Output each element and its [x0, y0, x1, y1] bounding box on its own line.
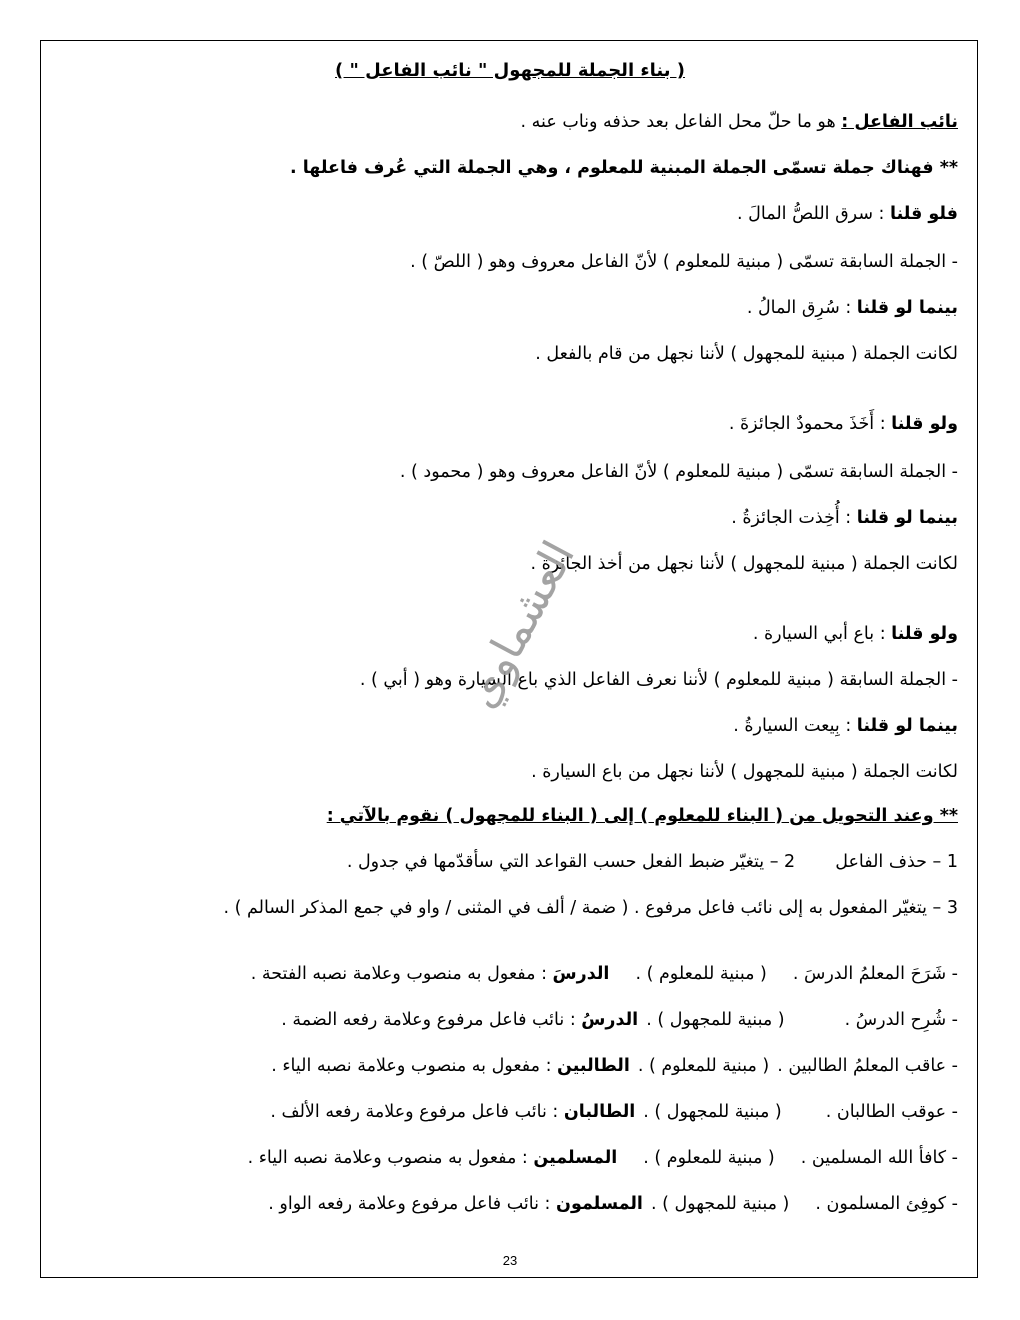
example-row-1	[60, 962, 958, 986]
example-word: الدرسُ	[581, 1010, 639, 1030]
ex2-line4: لكانت الجملة ( مبنية للمجهول ) لأننا نجهل من أخذ الجائزة .	[530, 554, 958, 574]
page-number: 23	[502, 1253, 518, 1268]
example-type: ( مبنية للمعلوم ) .	[637, 1056, 770, 1076]
intro-line: ** فهناك جملة تسمّى الجملة المبنية للمعلوم ، وهي الجملة التي عُرف فاعلها .	[290, 158, 958, 178]
ex3-text: : باع أبي السيارة .	[752, 624, 892, 644]
ex1-line3	[60, 296, 958, 320]
ex1-line2: - الجملة السابقة تسمّى ( مبنية للمعلوم ) لأنّ الفاعل معروف وهو ( اللصّ ) .	[410, 252, 958, 272]
definition-term: نائب الفاعل :	[841, 112, 958, 132]
example-desc: : مفعول به منصوب وعلامة نصبه الياء .	[271, 1056, 558, 1076]
example-type: ( مبنية للمعلوم ) .	[635, 964, 767, 984]
ex2-text2: : أُخِذت الجائزةُ .	[731, 508, 857, 528]
example-sentence: - عاقب المعلمُ الطالبين .	[777, 1056, 958, 1076]
example-sentence: - شَرَحَ المعلمُ الدرسَ .	[792, 964, 958, 984]
example-row-2	[60, 1008, 958, 1032]
ex3-line4: لكانت الجملة ( مبنية للمجهول ) لأننا نجهل من باع السيارة .	[531, 762, 958, 782]
example-row-4	[60, 1100, 958, 1124]
ex3-text2: : بِيعت السيارةُ .	[733, 716, 857, 736]
example-sentence: - كوفِئ المسلمون .	[815, 1194, 958, 1214]
ex3-label2: بينما لو قلنا	[856, 716, 958, 736]
example-sentence: - شُرِح الدرسُ .	[844, 1010, 958, 1030]
ex3-line2: - الجملة السابقة ( مبنية للمعلوم ) لأننا نعرف الفاعل الذي باع السيارة وهو ( أبي ) .	[359, 670, 958, 690]
ex2-text: : أَخَذَ محمودٌ الجائزةَ .	[728, 414, 892, 434]
example-desc: : نائب فاعل مرفوع وعلامة رفعه الضمة .	[281, 1010, 582, 1030]
ex1-line4: لكانت الجملة ( مبنية للمجهول ) لأننا نجهل من قام بالفعل .	[535, 344, 958, 364]
example-desc: : مفعول به منصوب وعلامة نصبه الياء .	[247, 1148, 534, 1168]
example-desc: : نائب فاعل مرفوع وعلامة رفعه الألف .	[270, 1102, 564, 1122]
ex1-text: : سرق اللصُّ المالَ .	[737, 204, 891, 224]
ex1-label2: بينما لو قلنا	[856, 298, 958, 318]
definition-text: هو ما حلّ محل الفاعل بعد حذفه وناب عنه .	[520, 112, 842, 132]
watermark: العشماوي	[455, 532, 586, 717]
page-title: ( بناء الجملة للمجهول " نائب الفاعل " )	[335, 60, 685, 81]
example-word: الطالبين	[557, 1056, 630, 1076]
example-row-5	[60, 1146, 958, 1170]
example-row-3	[60, 1054, 958, 1078]
ex2-line3	[60, 506, 958, 530]
ex1-line1	[60, 202, 958, 226]
example-desc: : مفعول به منصوب وعلامة نصبه الفتحة .	[250, 964, 553, 984]
steps-line2: 3 – يتغيّر المفعول به إلى نائب فاعل مرفوع . ( ضمة / ألف في المثنى / واو في جمع المذكر السالم ) .	[223, 898, 958, 918]
definition-line	[60, 110, 958, 134]
ex1-text2: : سُرِق المالُ .	[746, 298, 857, 318]
ex3-label: ولو قلنا	[891, 624, 958, 644]
example-sentence: - كافأ الله المسلمين .	[800, 1148, 958, 1168]
ex2-label2: بينما لو قلنا	[856, 508, 958, 528]
ex3-line3	[60, 714, 958, 738]
example-word: المسلمين	[533, 1148, 618, 1168]
example-type: ( مبنية للمجهول ) .	[643, 1102, 782, 1122]
example-sentence: - عوقب الطالبان .	[825, 1102, 958, 1122]
ex2-line1	[60, 412, 958, 436]
steps-heading: ** وعند التحويل من ( البناء للمعلوم ) إلى ( البناء للمجهول ) نقوم بالآتي :	[326, 806, 958, 826]
example-word: المسلمون	[556, 1194, 643, 1214]
ex2-label: ولو قلنا	[891, 414, 958, 434]
ex2-line2: - الجملة السابقة تسمّى ( مبنية للمعلوم ) لأنّ الفاعل معروف وهو ( محمود ) .	[399, 462, 958, 482]
step-1: 1 – حذف الفاعل	[835, 852, 958, 872]
example-word: الدرسَ	[552, 964, 610, 984]
example-type: ( مبنية للمجهول ) .	[650, 1194, 790, 1214]
example-type: ( مبنية للمجهول ) .	[646, 1010, 785, 1030]
steps-line1	[60, 850, 958, 874]
ex1-label: فلو قلنا	[890, 204, 958, 224]
step-2: 2 – يتغيّر ضبط الفعل حسب القواعد التي سأقدّمها في جدول .	[346, 852, 796, 872]
example-type: ( مبنية للمعلوم ) .	[643, 1148, 775, 1168]
example-row-6	[60, 1192, 958, 1216]
example-desc: : نائب فاعل مرفوع وعلامة رفعه الواو .	[268, 1194, 557, 1214]
example-word: الطالبان	[563, 1102, 636, 1122]
